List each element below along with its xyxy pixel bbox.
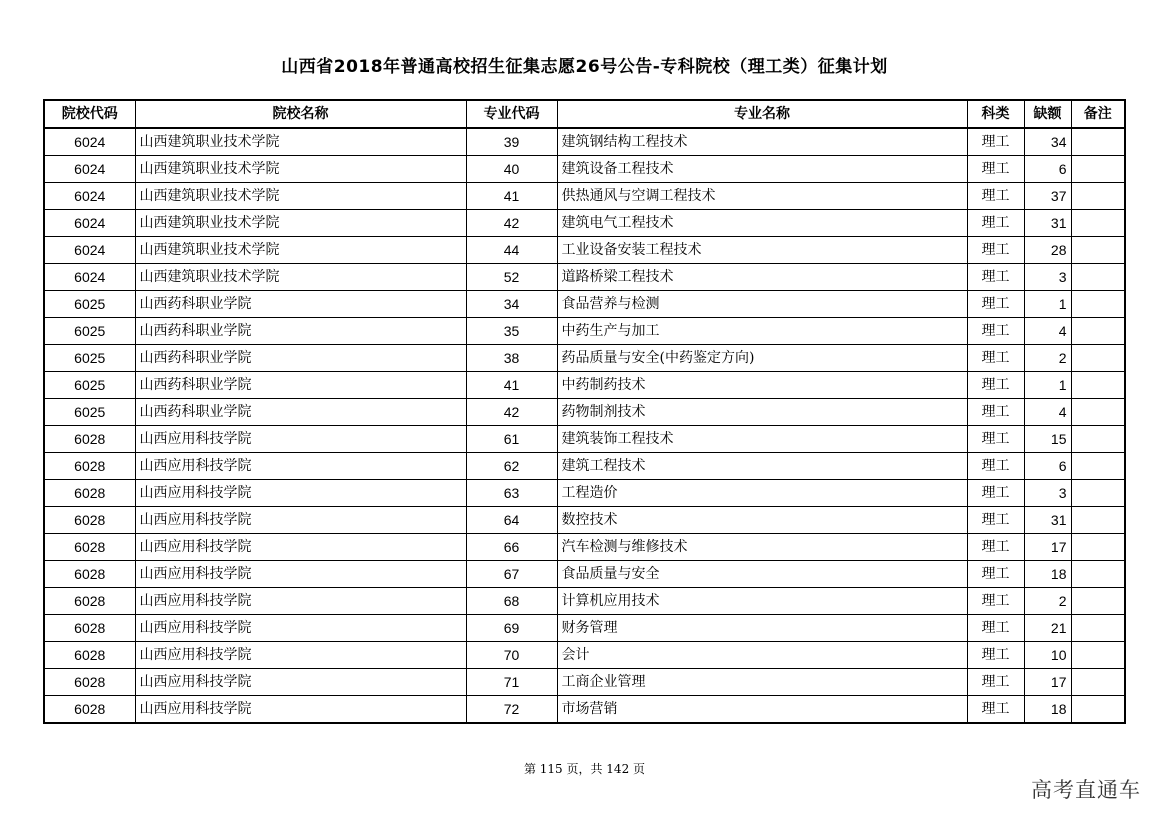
cell-school-name: 山西应用科技学院 [135, 534, 466, 561]
header-school-name: 院校名称 [135, 100, 466, 128]
cell-vacancy: 3 [1024, 264, 1071, 291]
cell-school-code: 6024 [44, 264, 135, 291]
table-row [44, 291, 1125, 318]
table-row [44, 237, 1125, 264]
cell-category: 理工 [967, 642, 1024, 669]
cell-major-name: 汽车检测与维修技术 [557, 534, 967, 561]
table-row [44, 399, 1125, 426]
cell-major-code: 34 [466, 291, 557, 318]
cell-category: 理工 [967, 615, 1024, 642]
table-row [44, 156, 1125, 183]
cell-school-code: 6028 [44, 669, 135, 696]
table-header-row [44, 100, 1125, 128]
table-row [44, 642, 1125, 669]
cell-school-name: 山西应用科技学院 [135, 588, 466, 615]
cell-school-code: 6025 [44, 372, 135, 399]
cell-major-name: 工业设备安装工程技术 [557, 237, 967, 264]
cell-school-code: 6028 [44, 534, 135, 561]
table-row [44, 264, 1125, 291]
cell-major-name: 市场营销 [557, 696, 967, 724]
cell-category: 理工 [967, 264, 1024, 291]
table-row [44, 588, 1125, 615]
cell-school-name: 山西建筑职业技术学院 [135, 128, 466, 156]
cell-major-code: 41 [466, 372, 557, 399]
table-row [44, 318, 1125, 345]
cell-vacancy: 6 [1024, 453, 1071, 480]
table-row [44, 128, 1125, 156]
cell-remarks [1071, 507, 1125, 534]
cell-vacancy: 34 [1024, 128, 1071, 156]
cell-major-code: 72 [466, 696, 557, 724]
cell-category: 理工 [967, 507, 1024, 534]
cell-school-code: 6028 [44, 480, 135, 507]
cell-category: 理工 [967, 210, 1024, 237]
table-row [44, 615, 1125, 642]
cell-school-name: 山西应用科技学院 [135, 561, 466, 588]
header-major-name: 专业名称 [557, 100, 967, 128]
cell-vacancy: 2 [1024, 345, 1071, 372]
cell-vacancy: 1 [1024, 372, 1071, 399]
cell-school-name: 山西应用科技学院 [135, 669, 466, 696]
cell-category: 理工 [967, 183, 1024, 210]
cell-vacancy: 4 [1024, 318, 1071, 345]
cell-category: 理工 [967, 156, 1024, 183]
cell-vacancy: 3 [1024, 480, 1071, 507]
cell-school-code: 6028 [44, 507, 135, 534]
cell-major-code: 35 [466, 318, 557, 345]
cell-remarks [1071, 399, 1125, 426]
cell-remarks [1071, 291, 1125, 318]
cell-major-name: 建筑工程技术 [557, 453, 967, 480]
table-row [44, 210, 1125, 237]
cell-remarks [1071, 453, 1125, 480]
cell-major-code: 69 [466, 615, 557, 642]
table-row [44, 183, 1125, 210]
cell-remarks [1071, 345, 1125, 372]
header-category: 科类 [967, 100, 1024, 128]
cell-school-code: 6024 [44, 128, 135, 156]
watermark: 高考直通车 [1031, 778, 1141, 802]
cell-vacancy: 17 [1024, 669, 1071, 696]
table-row [44, 507, 1125, 534]
cell-major-code: 70 [466, 642, 557, 669]
cell-school-name: 山西药科职业学院 [135, 318, 466, 345]
cell-school-code: 6028 [44, 642, 135, 669]
cell-remarks [1071, 642, 1125, 669]
cell-school-name: 山西药科职业学院 [135, 399, 466, 426]
cell-major-name: 建筑钢结构工程技术 [557, 128, 967, 156]
table-row [44, 453, 1125, 480]
header-major-code: 专业代码 [466, 100, 557, 128]
cell-major-code: 61 [466, 426, 557, 453]
cell-vacancy: 2 [1024, 588, 1071, 615]
cell-school-name: 山西应用科技学院 [135, 480, 466, 507]
header-school-code: 院校代码 [44, 100, 135, 128]
cell-school-name: 山西应用科技学院 [135, 453, 466, 480]
table-row [44, 696, 1125, 724]
table-row [44, 345, 1125, 372]
cell-school-name: 山西建筑职业技术学院 [135, 183, 466, 210]
cell-vacancy: 28 [1024, 237, 1071, 264]
cell-remarks [1071, 669, 1125, 696]
cell-major-name: 食品营养与检测 [557, 291, 967, 318]
header-vacancy: 缺额 [1024, 100, 1071, 128]
cell-school-name: 山西应用科技学院 [135, 696, 466, 724]
cell-school-name: 山西建筑职业技术学院 [135, 156, 466, 183]
table-row [44, 372, 1125, 399]
cell-category: 理工 [967, 237, 1024, 264]
cell-school-code: 6028 [44, 426, 135, 453]
table-row [44, 669, 1125, 696]
cell-major-name: 中药制药技术 [557, 372, 967, 399]
cell-major-code: 64 [466, 507, 557, 534]
cell-major-code: 40 [466, 156, 557, 183]
cell-remarks [1071, 588, 1125, 615]
cell-major-name: 工程造价 [557, 480, 967, 507]
cell-major-name: 建筑电气工程技术 [557, 210, 967, 237]
cell-school-code: 6024 [44, 237, 135, 264]
cell-category: 理工 [967, 588, 1024, 615]
cell-vacancy: 6 [1024, 156, 1071, 183]
cell-category: 理工 [967, 480, 1024, 507]
cell-remarks [1071, 480, 1125, 507]
cell-vacancy: 18 [1024, 696, 1071, 724]
cell-category: 理工 [967, 696, 1024, 724]
cell-major-name: 建筑装饰工程技术 [557, 426, 967, 453]
cell-vacancy: 10 [1024, 642, 1071, 669]
cell-major-code: 66 [466, 534, 557, 561]
cell-major-code: 67 [466, 561, 557, 588]
cell-school-code: 6024 [44, 183, 135, 210]
cell-major-name: 会计 [557, 642, 967, 669]
cell-major-name: 道路桥梁工程技术 [557, 264, 967, 291]
cell-major-name: 药物制剂技术 [557, 399, 967, 426]
cell-category: 理工 [967, 399, 1024, 426]
cell-major-code: 68 [466, 588, 557, 615]
table-row [44, 480, 1125, 507]
cell-major-name: 建筑设备工程技术 [557, 156, 967, 183]
cell-school-code: 6025 [44, 399, 135, 426]
cell-remarks [1071, 183, 1125, 210]
cell-major-name: 数控技术 [557, 507, 967, 534]
cell-remarks [1071, 696, 1125, 724]
cell-remarks [1071, 128, 1125, 156]
cell-category: 理工 [967, 453, 1024, 480]
cell-school-code: 6025 [44, 291, 135, 318]
cell-major-code: 42 [466, 399, 557, 426]
cell-school-code: 6028 [44, 453, 135, 480]
cell-vacancy: 31 [1024, 210, 1071, 237]
cell-school-code: 6028 [44, 615, 135, 642]
table-row [44, 426, 1125, 453]
cell-major-name: 食品质量与安全 [557, 561, 967, 588]
cell-major-name: 供热通风与空调工程技术 [557, 183, 967, 210]
cell-major-name: 药品质量与安全(中药鉴定方向) [557, 345, 967, 372]
cell-major-code: 41 [466, 183, 557, 210]
cell-major-code: 52 [466, 264, 557, 291]
cell-vacancy: 1 [1024, 291, 1071, 318]
cell-school-code: 6028 [44, 696, 135, 724]
cell-major-name: 财务管理 [557, 615, 967, 642]
cell-school-name: 山西应用科技学院 [135, 507, 466, 534]
cell-vacancy: 17 [1024, 534, 1071, 561]
cell-school-name: 山西应用科技学院 [135, 426, 466, 453]
cell-remarks [1071, 426, 1125, 453]
cell-school-code: 6025 [44, 345, 135, 372]
cell-major-code: 71 [466, 669, 557, 696]
cell-major-name: 中药生产与加工 [557, 318, 967, 345]
cell-vacancy: 18 [1024, 561, 1071, 588]
cell-school-name: 山西应用科技学院 [135, 642, 466, 669]
cell-school-code: 6025 [44, 318, 135, 345]
cell-remarks [1071, 264, 1125, 291]
cell-remarks [1071, 534, 1125, 561]
table-row [44, 561, 1125, 588]
cell-school-name: 山西药科职业学院 [135, 345, 466, 372]
cell-category: 理工 [967, 128, 1024, 156]
page-footer: 第 115 页，共 142 页 [523, 762, 646, 776]
cell-vacancy: 37 [1024, 183, 1071, 210]
cell-vacancy: 4 [1024, 399, 1071, 426]
table-row [44, 534, 1125, 561]
cell-remarks [1071, 615, 1125, 642]
cell-remarks [1071, 561, 1125, 588]
cell-major-code: 38 [466, 345, 557, 372]
cell-school-code: 6028 [44, 588, 135, 615]
cell-category: 理工 [967, 669, 1024, 696]
cell-category: 理工 [967, 372, 1024, 399]
cell-school-code: 6028 [44, 561, 135, 588]
cell-remarks [1071, 156, 1125, 183]
cell-major-code: 62 [466, 453, 557, 480]
header-remarks: 备注 [1071, 100, 1125, 128]
cell-remarks [1071, 318, 1125, 345]
cell-school-name: 山西应用科技学院 [135, 615, 466, 642]
cell-category: 理工 [967, 318, 1024, 345]
cell-major-name: 工商企业管理 [557, 669, 967, 696]
cell-major-code: 44 [466, 237, 557, 264]
cell-category: 理工 [967, 561, 1024, 588]
cell-category: 理工 [967, 345, 1024, 372]
cell-major-code: 42 [466, 210, 557, 237]
cell-school-name: 山西药科职业学院 [135, 291, 466, 318]
cell-remarks [1071, 237, 1125, 264]
cell-school-name: 山西药科职业学院 [135, 372, 466, 399]
cell-vacancy: 31 [1024, 507, 1071, 534]
cell-vacancy: 21 [1024, 615, 1071, 642]
cell-school-name: 山西建筑职业技术学院 [135, 264, 466, 291]
cell-major-code: 63 [466, 480, 557, 507]
cell-category: 理工 [967, 426, 1024, 453]
cell-remarks [1071, 372, 1125, 399]
cell-school-name: 山西建筑职业技术学院 [135, 210, 466, 237]
cell-remarks [1071, 210, 1125, 237]
cell-vacancy: 15 [1024, 426, 1071, 453]
cell-school-code: 6024 [44, 156, 135, 183]
table-body [44, 128, 1125, 723]
cell-category: 理工 [967, 291, 1024, 318]
cell-school-name: 山西建筑职业技术学院 [135, 237, 466, 264]
page-title: 山西省2018年普通高校招生征集志愿26号公告-专科院校（理工类）征集计划 [281, 57, 888, 77]
cell-category: 理工 [967, 534, 1024, 561]
admission-plan-table [43, 99, 1126, 724]
cell-major-code: 39 [466, 128, 557, 156]
cell-major-name: 计算机应用技术 [557, 588, 967, 615]
cell-school-code: 6024 [44, 210, 135, 237]
